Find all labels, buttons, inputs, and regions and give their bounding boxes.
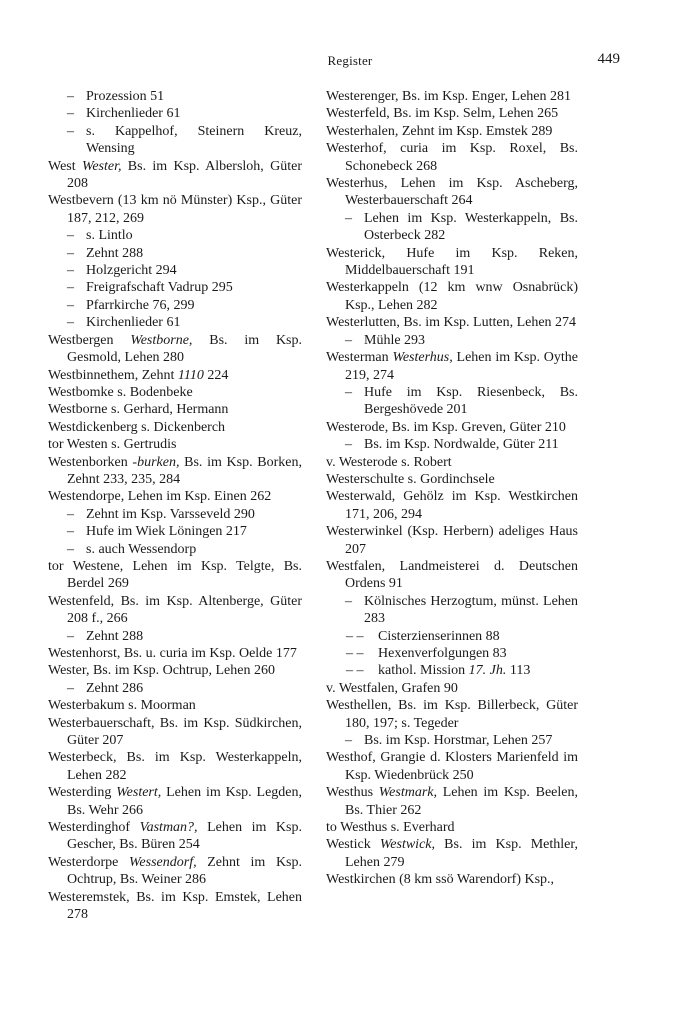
- sub-entry-dash: –: [67, 89, 74, 104]
- index-entry: [48, 192, 302, 227]
- index-entry: [48, 889, 302, 924]
- entry-text: Westerick, Hufe im Ksp. Reken, Middelbauerschaft 191: [326, 245, 578, 279]
- entry-text: Westerode, Bs. im Ksp. Greven, Güter 210: [326, 419, 566, 435]
- index-entry: [48, 123, 302, 158]
- entry-text: Zehnt 288: [86, 628, 144, 644]
- index-entry: [326, 175, 578, 210]
- index-entry: [326, 210, 578, 245]
- entry-text: Hufe im Ksp. Riesenbeck, Bs. Bergeshövede 201: [364, 384, 578, 418]
- sub-entry-dash: –: [67, 628, 74, 644]
- entry-text: Westbevern (13 km nö Münster) Ksp., Güter 187, 212, 269: [48, 193, 302, 226]
- entry-text: Westerdinghof: [48, 820, 140, 836]
- entry-text: 113: [506, 663, 531, 679]
- index-entry: [326, 680, 578, 697]
- entry-text: Westerding: [48, 785, 117, 801]
- entry-text: Westerdorpe: [48, 854, 130, 870]
- index-entry: [48, 715, 302, 750]
- entry-text: Westerlutten, Bs. im Ksp. Lutten, Lehen 274: [326, 315, 577, 331]
- index-entry: [326, 123, 578, 140]
- entry-text: Westerkappeln (12 km wnw Osnabrück) Ksp., Lehen 282: [326, 280, 578, 313]
- index-column-right: [326, 88, 578, 889]
- entry-text: Westhus: [326, 785, 379, 801]
- sub-entry-dash: –: [67, 297, 74, 313]
- entry-text: Westerhof, curia im Ksp. Roxel, Bs. Schonebeck 268: [326, 141, 578, 174]
- index-entry: [326, 384, 578, 419]
- entry-text: Bs. im Ksp. Methler, Lehen 279: [345, 837, 578, 870]
- index-entry: [48, 279, 302, 296]
- entry-text: Westenfeld, Bs. im Ksp. Altenberge, Güter 208 f., 266: [48, 593, 302, 627]
- entry-text: Westerhalen, Zehnt im Ksp. Emstek 289: [326, 123, 553, 139]
- entry-text: Kölnisches Herzogtum, münst. Lehen 283: [364, 593, 578, 627]
- sub-entry-dash: –: [345, 332, 352, 348]
- index-entry: [326, 349, 578, 384]
- index-entry: [48, 523, 302, 540]
- index-entry: [326, 558, 578, 593]
- index-entry: [48, 593, 302, 628]
- entry-text: Mühle 293: [364, 332, 426, 348]
- index-entry: [48, 506, 302, 523]
- index-entry: [326, 697, 578, 732]
- index-entry: [48, 436, 302, 453]
- index-entry: [48, 645, 302, 662]
- entry-variant-italic: Westmark,: [378, 785, 437, 801]
- index-entry: [48, 332, 302, 367]
- index-entry: [48, 697, 302, 714]
- index-entry: [48, 245, 302, 262]
- entry-text: Zehnt im Ksp. Ochtrup, Bs. Weiner 286: [67, 854, 302, 888]
- entry-text: Cisterzienserinnen 88: [378, 628, 500, 644]
- entry-text: Lehen im Ksp. Gescher, Bs. Büren 254: [67, 820, 302, 853]
- entry-text: tor Westene, Lehen im Ksp. Telgte, Bs. Berdel 269: [48, 558, 302, 592]
- entry-text: v. Westfalen, Grafen 90: [326, 680, 458, 696]
- index-entry: [326, 523, 578, 558]
- entry-text: Bs. im Ksp. Nordwalde, Güter 211: [364, 437, 559, 453]
- entry-text: Westbomke s. Bodenbeke: [48, 384, 193, 400]
- sub-sub-entry-dash: – –: [346, 646, 364, 661]
- entry-text: Westenhorst, Bs. u. curia im Ksp. Oelde 177: [48, 646, 297, 661]
- index-entry: [326, 749, 578, 784]
- entry-text: Westerwinkel (Ksp. Herbern) adeliges Haus 207: [326, 524, 578, 557]
- entry-text: s. Kappelhof, Steinern Kreuz, Wensing: [86, 123, 302, 157]
- index-entry: [326, 488, 578, 523]
- index-entry: [48, 784, 302, 819]
- entry-text: Westbinnethem, Zehnt: [48, 367, 178, 383]
- entry-text: Westhellen, Bs. im Ksp. Billerbeck, Güter 180, 197; s. Tegeder: [326, 698, 578, 731]
- entry-text: Pfarrkirche 76, 299: [86, 297, 195, 313]
- sub-entry-dash: –: [345, 210, 352, 226]
- index-entry: [326, 593, 578, 628]
- index-entry: [48, 558, 302, 593]
- entry-text: Westborne s. Gerhard, Hermann: [48, 402, 229, 418]
- entry-text: Kirchenlieder 61: [86, 106, 181, 122]
- sub-entry-dash: –: [67, 106, 74, 122]
- entry-text: Bs. im Ksp. Albersloh, Güter 208: [67, 158, 302, 192]
- index-column-left: [48, 88, 302, 924]
- index-entry: [326, 732, 578, 749]
- entry-text: v. Westerode s. Robert: [326, 454, 452, 470]
- index-entry: [48, 541, 302, 558]
- index-entry: [326, 471, 578, 488]
- index-entry: [48, 662, 302, 679]
- entry-text: kathol. Mission: [378, 663, 469, 679]
- index-entry: [48, 401, 302, 418]
- entry-variant-italic: Westerhus,: [392, 350, 453, 366]
- entry-variant-italic: Wessendorf,: [129, 854, 197, 870]
- entry-text: Westdickenberg s. Dickenberch: [48, 419, 226, 435]
- index-entry: [326, 88, 578, 105]
- sub-entry-dash: –: [67, 506, 74, 522]
- entry-text: Lehen im Ksp. Beelen, Bs. Thier 262: [345, 785, 578, 818]
- entry-text: Hufe im Wiek Löningen 217: [86, 524, 247, 540]
- entry-text: Bs. im Ksp. Borken, Zehnt 233, 235, 284: [67, 454, 303, 487]
- index-entry: [48, 367, 302, 384]
- index-entry: [48, 854, 302, 889]
- index-entry: [48, 628, 302, 645]
- index-entry: [48, 262, 302, 279]
- entry-text: Lehen im Ksp. Westerkappeln, Bs. Osterbeck 282: [364, 210, 578, 244]
- entry-text: s. auch Wessendorp: [86, 541, 197, 557]
- index-entry: [48, 488, 302, 505]
- sub-entry-dash: –: [345, 593, 352, 609]
- index-entry: [326, 245, 578, 280]
- sub-entry-dash: –: [67, 541, 74, 557]
- entry-text: Bs. im Ksp. Horstmar, Lehen 257: [364, 733, 553, 749]
- entry-text: Lehen im Ksp. Oythe 219, 274: [345, 350, 579, 383]
- entry-text: Westendorpe, Lehen im Ksp. Einen 262: [48, 489, 272, 505]
- sub-entry-dash: –: [345, 733, 352, 749]
- index-entry: [48, 454, 302, 489]
- entry-variant-italic: Wester,: [81, 158, 122, 174]
- index-entry: [326, 662, 578, 679]
- index-entry: [326, 140, 578, 175]
- index-entry: [326, 836, 578, 871]
- index-entry: [48, 297, 302, 314]
- entry-text: Westerbeck, Bs. im Ksp. Westerkappeln, Lehen 282: [48, 750, 302, 783]
- index-entry: [326, 105, 578, 122]
- entry-variant-italic: 17. Jh.: [468, 663, 507, 679]
- index-entry: [326, 314, 578, 331]
- index-entry: [48, 158, 302, 193]
- index-entry: [48, 227, 302, 244]
- index-entry: [326, 436, 578, 453]
- sub-entry-dash: –: [67, 123, 74, 139]
- running-title: Register: [327, 53, 373, 68]
- index-entry: [326, 279, 578, 314]
- entry-text: Westerman: [326, 350, 393, 366]
- entry-text: Westbergen: [48, 332, 131, 348]
- sub-sub-entry-dash: – –: [346, 628, 364, 644]
- entry-text: Westkirchen (8 km ssö Warendorf) Ksp.,: [326, 872, 555, 888]
- entry-text: Lehen im Ksp. Legden, Bs. Wehr 266: [67, 785, 302, 818]
- index-entry: [326, 454, 578, 471]
- index-entry: [48, 105, 302, 122]
- entry-text: Kirchenlieder 61: [86, 315, 181, 331]
- entry-text: Westenborken: [48, 454, 133, 470]
- entry-text: Westerwald, Gehölz im Ksp. Westkirchen 171, 206, 294: [326, 489, 578, 522]
- index-entry: [326, 332, 578, 349]
- index-entry: [48, 680, 302, 697]
- sub-entry-dash: –: [67, 315, 74, 331]
- entry-variant-italic: Westwick,: [379, 837, 435, 853]
- entry-text: Westerfeld, Bs. im Ksp. Selm, Lehen 265: [326, 106, 559, 122]
- index-entry: [326, 784, 578, 819]
- index-entry: [326, 419, 578, 436]
- index-entry: [48, 88, 302, 105]
- entry-text: 224: [203, 367, 229, 383]
- index-entry: [326, 628, 578, 645]
- entry-variant-italic: -burken,: [132, 454, 180, 470]
- entry-text: tor Westen s. Gertrudis: [48, 437, 177, 453]
- sub-entry-dash: –: [67, 228, 74, 244]
- sub-sub-entry-dash: – –: [346, 663, 364, 679]
- index-entry: [48, 384, 302, 401]
- entry-variant-italic: 1110: [177, 367, 204, 383]
- entry-text: Westick: [326, 837, 380, 853]
- entry-text: Zehnt 286: [86, 680, 144, 696]
- sub-entry-dash: –: [67, 524, 74, 540]
- entry-text: Prozession 51: [86, 89, 165, 104]
- sub-entry-dash: –: [345, 384, 352, 400]
- index-entry: [326, 645, 578, 662]
- entry-text: Westerenger, Bs. im Ksp. Enger, Lehen 281: [326, 89, 572, 104]
- entry-text: to Westhus s. Everhard: [326, 820, 455, 836]
- entry-variant-italic: Vastman?,: [139, 820, 198, 836]
- index-entry: [48, 419, 302, 436]
- sub-entry-dash: –: [67, 263, 74, 279]
- entry-text: Hexenverfolgungen 83: [378, 646, 507, 661]
- sub-entry-dash: –: [67, 680, 74, 696]
- entry-text: Westfalen, Landmeisterei d. Deutschen Ordens 91: [326, 558, 578, 592]
- entry-text: Holzgericht 294: [86, 263, 177, 279]
- index-entry: [48, 314, 302, 331]
- index-entry: [326, 819, 578, 836]
- sub-entry-dash: –: [67, 245, 74, 261]
- entry-text: s. Lintlo: [86, 228, 133, 244]
- entry-variant-italic: Westborne,: [130, 332, 193, 348]
- entry-text: West: [48, 158, 82, 174]
- entry-text: Freigrafschaft Vadrup 295: [86, 280, 233, 296]
- entry-text: Bs. im Ksp. Gesmold, Lehen 280: [67, 332, 303, 366]
- entry-variant-italic: Westert,: [116, 785, 162, 801]
- entry-text: Zehnt 288: [86, 245, 144, 261]
- entry-text: Westerhus, Lehen im Ksp. Ascheberg, Westerbauerschaft 264: [326, 176, 578, 209]
- page-number: 449: [597, 51, 620, 67]
- sub-entry-dash: –: [345, 437, 352, 453]
- entry-text: Westeremstek, Bs. im Ksp. Emstek, Lehen 278: [48, 889, 302, 923]
- entry-text: Wester, Bs. im Ksp. Ochtrup, Lehen 260: [48, 663, 275, 679]
- index-entry: [48, 749, 302, 784]
- index-entry: [326, 871, 578, 888]
- entry-text: Westerbakum s. Moorman: [48, 698, 196, 714]
- sub-entry-dash: –: [67, 280, 74, 296]
- entry-text: Westerbauerschaft, Bs. im Ksp. Südkirchen, Güter 207: [48, 715, 302, 749]
- entry-text: Zehnt im Ksp. Varsseveld 290: [86, 506, 255, 522]
- entry-text: Westhof, Grangie d. Klosters Marienfeld im Ksp. Wiedenbrück 250: [326, 750, 578, 783]
- index-entry: [48, 819, 302, 854]
- entry-text: Westerschulte s. Gordinchsele: [326, 471, 495, 487]
